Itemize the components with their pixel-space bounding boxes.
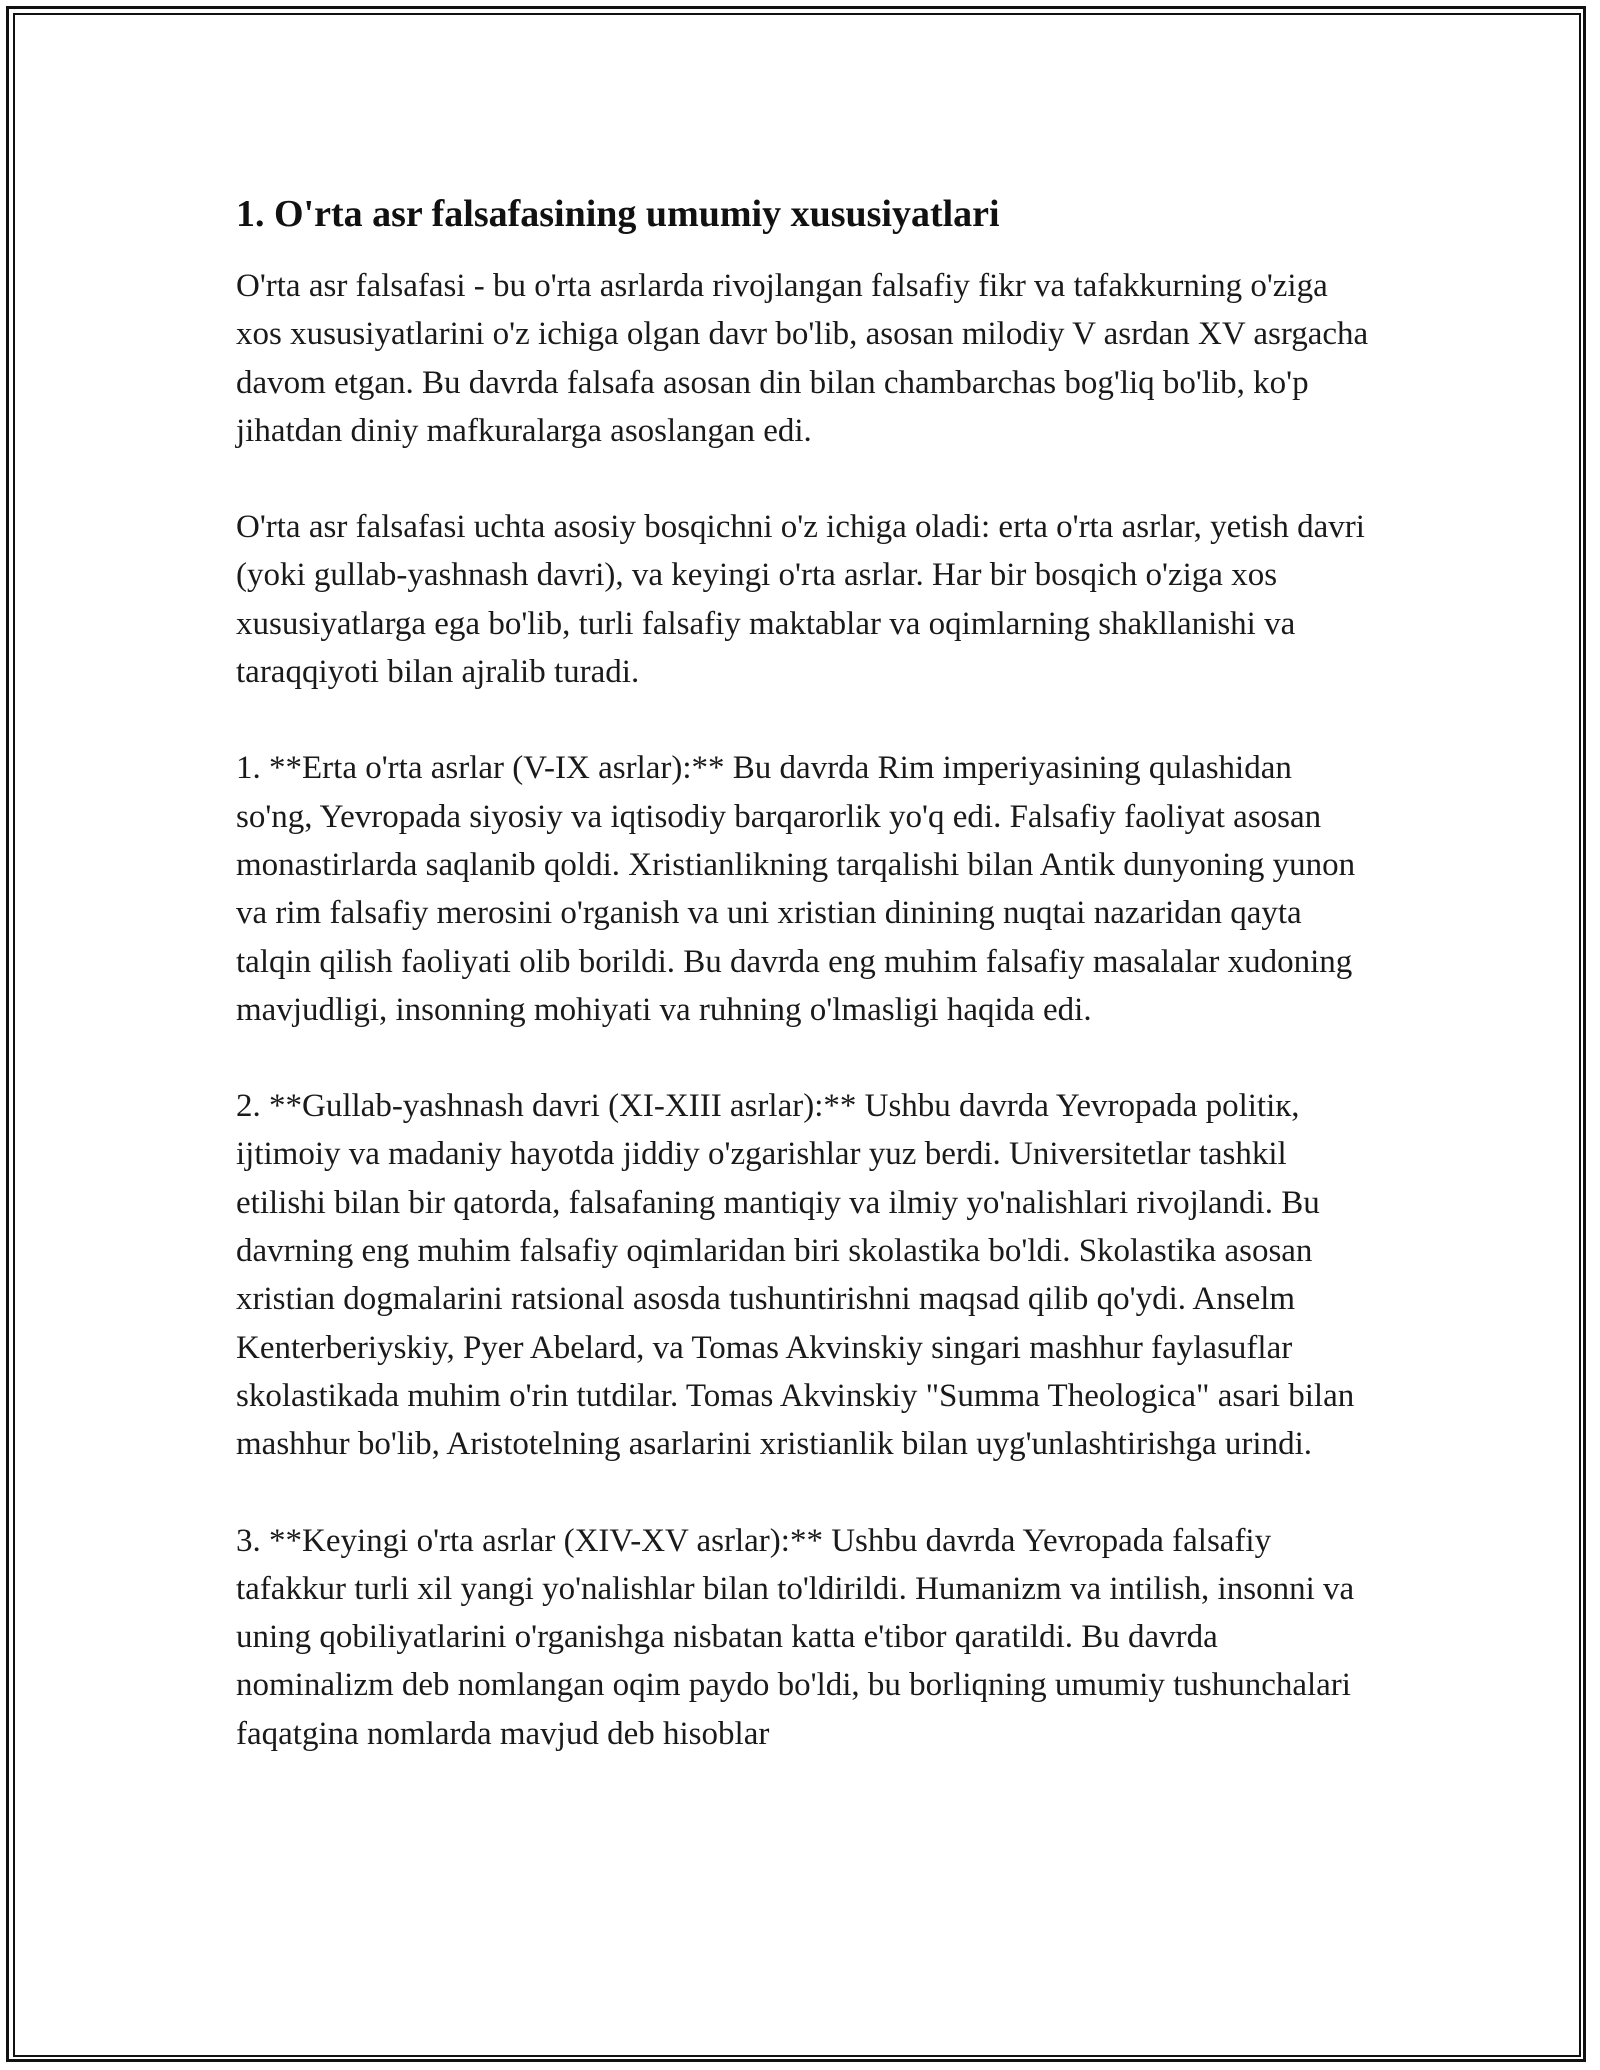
paragraph-stages: O'rta asr falsafasi uchta asosiy bosqichni o'z ichiga oladi: erta o'rta asrlar, yetish davri (yoki gullab-yashnash davri), va keyingi o'rta asrlar. Har bir bosqich o'ziga xos xususiyatlarga ega bo'lib, turli falsafiy maktablar va oqimlarning shakllanishi va taraqqiyoti bilan ajralib turadi. bbox=[236, 509, 1365, 691]
section-heading: 1. O'rta asr falsafasining umumiy xususiyatlari bbox=[236, 193, 1000, 235]
document-body bbox=[236, 188, 1371, 1758]
paragraph-intro: O'rta asr falsafasi - bu o'rta asrlarda rivojlangan falsafiy fikr va tafakkurning o'ziga xos xususiyatlarini o'z ichiga olgan davr bo'lib, asosan milodiy V asrdan XV asrgacha davom etgan. Bu davrda falsafa asosan din bilan chambarchas bog'liq bo'lib, ko'p jihatdan diniy mafkuralarga asoslangan edi. bbox=[236, 268, 1369, 449]
paragraph-early-middle-ages: 1. **Erta o'rta asrlar (V-IX asrlar):** Bu davrda Rim imperiyasining qulashidan so'ng, Yevropada siyosiy va iqtisodiy barqarorlik yo'q edi. Falsafiy faoliyat asosan monastirlarda saqlanib qoldi. Xristianlikning tarqalishi bilan Antik dunyoning yunon va rim falsafiy merosini o'rganish va uni xristian dinining nuqtai nazaridan qayta talqin qilish faoliyati olib borildi. Bu davrda eng muhim falsafiy masalalar xudoning mavjudligi, insonning mohiyati va ruhning o'lmasligi haqida edi. bbox=[236, 750, 1356, 1028]
paragraph-flourishing-period: 2. **Gullab-yashnash davri (XI-XIII asrlar):** Ushbu davrda Yevropada politiк, ijtimoiy va madaniy hayotda jiddiy o'zgarishlar yuz berdi. Universitetlar tashkil etilishi bilan bir qatorda, falsafaning mantiqiy va ilmiy yo'nalishlari rivojlandi. Bu davrning eng muhim falsafiy oqimlaridan biri skolastika bo'ldi. Skolastika asosan xristian dogmalarini ratsional asosda tushuntirishni maqsad qilib qo'ydi. Anselm Kenterberiyskiy, Pyer Abelard, va Tomas Akvinskiy singari mashhur faylasuflar skolastikada muhim o'rin tutdilar. Tomas Akvinskiy "Summa Theologica" asari bilan mashhur bo'lib, Aristotelning asarlarini xristianlik bilan uyg'unlashtirishga urindi. bbox=[236, 1088, 1355, 1463]
paragraph-late-middle-ages: 3. **Keyingi o'rta asrlar (XIV-XV asrlar):** Ushbu davrda Yevropada falsafiy tafakkur turli xil yangi yo'nalishlar bilan to'ldirildi. Humanizm va intilish, insonni va uning qobiliyatlarini o'rganishga nisbatan katta e'tibor qaratildi. Bu davrda nominalizm deb nomlangan oqim paydo bo'ldi, bu borliqning umumiy tushunchalari faqatgina nomlarda mavjud deb hisoblar bbox=[236, 1522, 1355, 1752]
